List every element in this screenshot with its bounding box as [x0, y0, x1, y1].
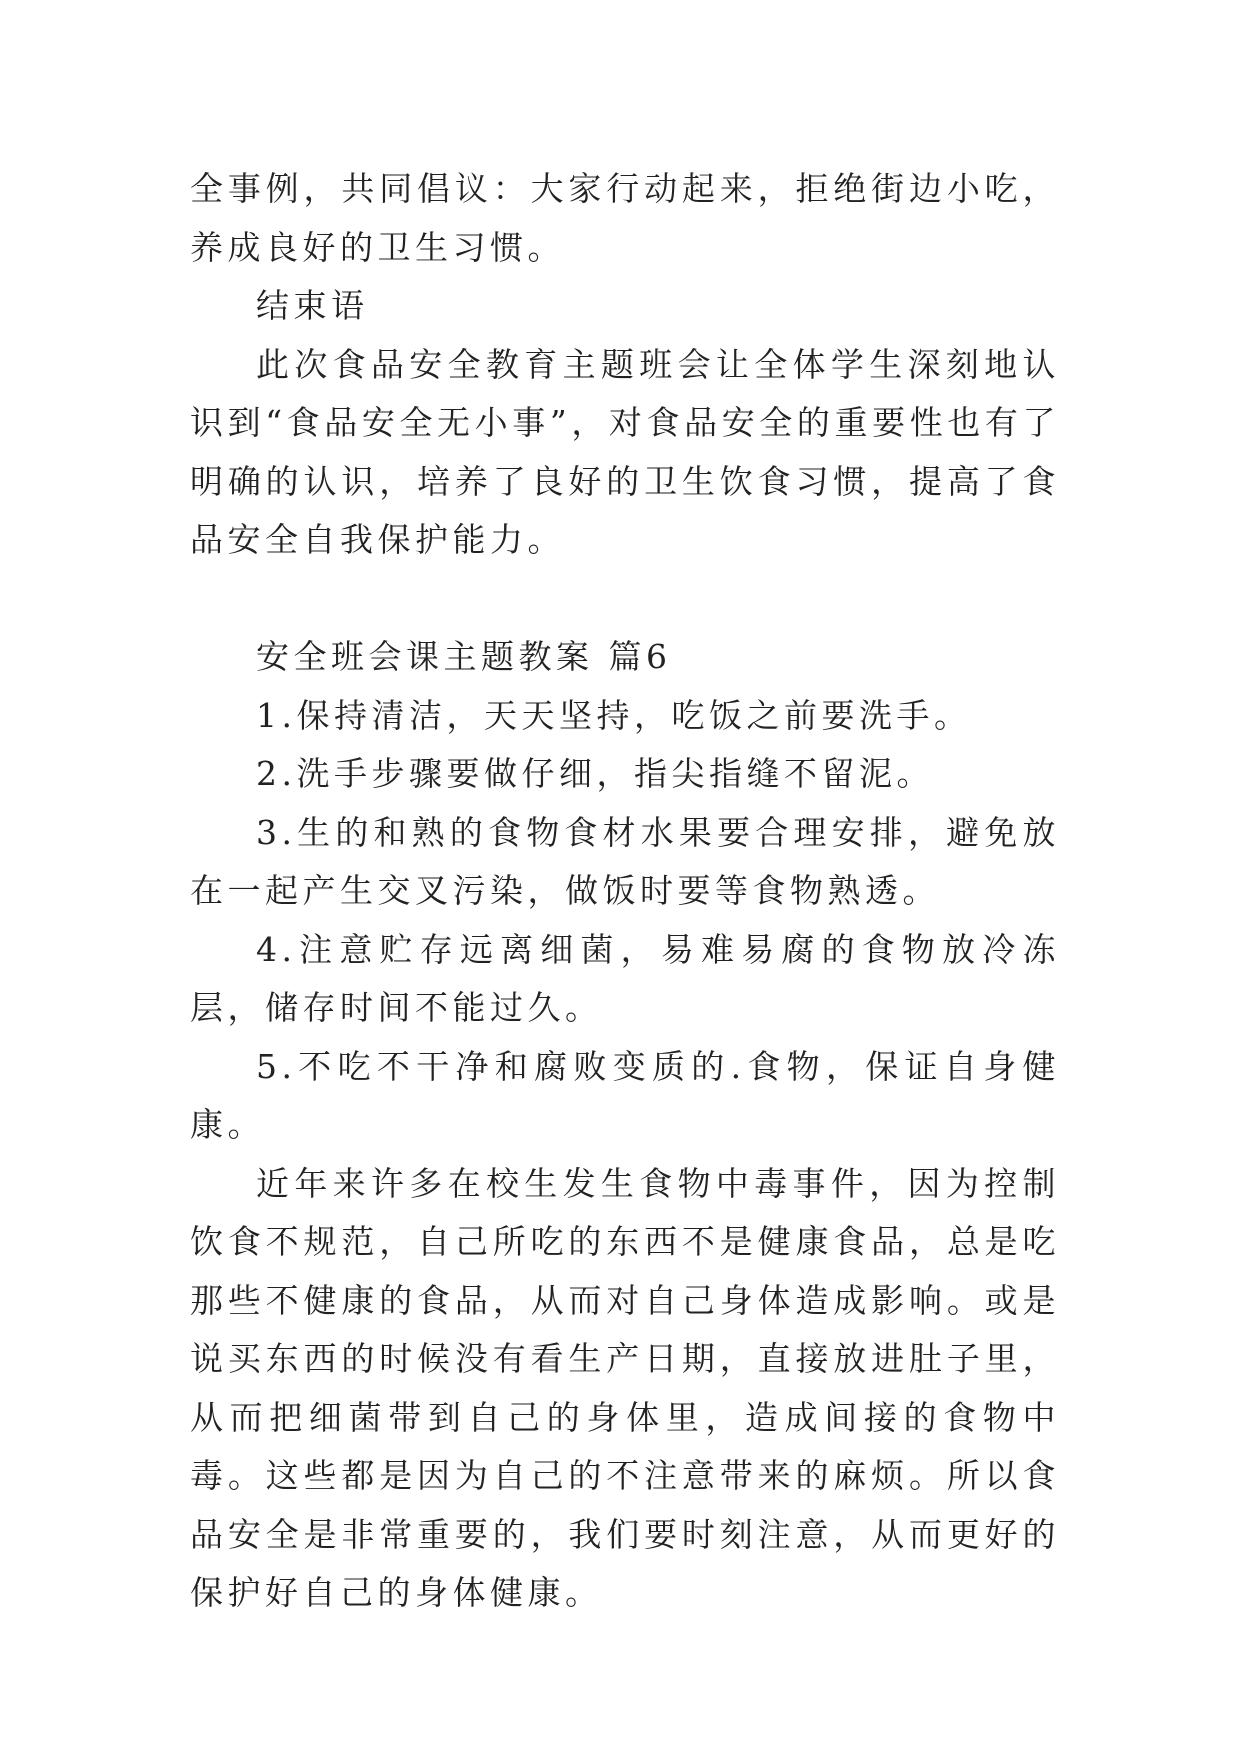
blank-line: [190, 570, 1060, 629]
document-page: [190, 160, 1060, 1623]
section-title: 安全班会课主题教案 篇6: [256, 637, 672, 676]
paragraph-continued: 全事例，共同倡议：大家行动起来，拒绝街边小吃，养成良好的卫生习惯。: [190, 169, 1060, 267]
list-item-2: 2.洗手步骤要做仔细，指尖指缝不留泥。: [256, 754, 934, 793]
list-item-1: 1.保持清洁，天天坚持，吃饭之前要洗手。: [256, 695, 972, 735]
section-heading-conclusion: 结束语: [256, 286, 369, 325]
list-item-5: 5.不吃不干净和腐败变质的.食物，保证自身健康。: [190, 1046, 1060, 1144]
list-item-3: 3.生的和熟的食物食材水果要合理安排，避免放在一起产生交叉污染，做饭时要等食物熟透。: [190, 812, 1060, 910]
list-item-4: 4.注意贮存远离细菌，易难易腐的食物放冷冻层，储存时间不能过久。: [190, 929, 1060, 1027]
paragraph-body: 近年来许多在校生发生食物中毒事件，因为控制饮食不规范，自己所吃的东西不是健康食品，总是吃那些不健康的食品，从而对自己身体造成影响。或是说买东西的时候没有看生产日期，直接放进肚子里，从而把细菌带到自己的身体里，造成间接的食物中毒。这些都是因为自己的不注意带来的麻烦。所以食品安全是非常重要的，我们要时刻注意，从而更好的保护好自己的身体健康。: [190, 1163, 1060, 1612]
paragraph-conclusion: 此次食品安全教育主题班会让全体学生深刻地认识到“食品安全无小事”，对食品安全的重要性也有了明确的认识，培养了良好的卫生饮食习惯，提高了食品安全自我保护能力。: [190, 344, 1060, 559]
